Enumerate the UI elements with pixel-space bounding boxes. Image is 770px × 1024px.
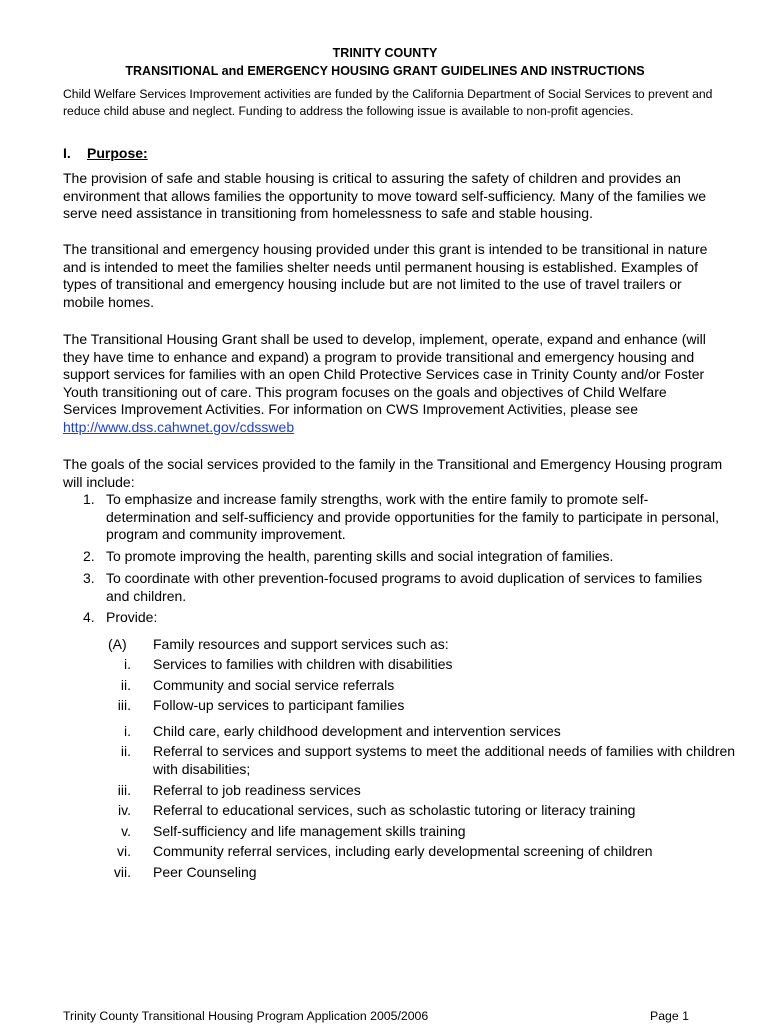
list-text: To emphasize and increase family strengths, work with the entire family to promote self-determination and self-sufficiency and provide opportunities for the family to participate in personal, program and community improvement. (106, 491, 719, 543)
sub-text: Community referral services, including early developmental screening of children (153, 843, 653, 859)
funding-intro: Child Welfare Services Improvement activities are funded by the California Department of Social Services to prevent and reduce child abuse and neglect. Funding to address the following issue is available to non-profit agencies. (63, 87, 713, 119)
sub-text: Follow-up services to participant families (153, 697, 405, 713)
section-label: Purpose: (87, 145, 148, 161)
sub-text: Peer Counseling (153, 864, 257, 880)
sub-text: Referral to job readiness services (153, 782, 361, 798)
sub-marker: iii. (117, 697, 131, 713)
list-number: 4. (83, 609, 95, 625)
purpose-paragraph-3 (63, 331, 723, 437)
footer-title: Trinity County Transitional Housing Program Application 2005/2006 (63, 1009, 429, 1023)
sub-marker: i. (124, 723, 131, 739)
goals-intro-paragraph: The goals of the social services provided to the family in the Transitional and Emergency Housing program will include: (63, 456, 723, 490)
document-title: TRANSITIONAL and EMERGENCY HOUSING GRANT GUIDELINES AND INSTRUCTIONS (125, 64, 645, 78)
paragraph-3-text: The Transitional Housing Grant shall be used to develop, implement, operate, expand and enhance (will they have time to enhance and expand) a program to provide transitional and emergency housing and support services for families with an open Child Protective Services case in Trinity County and/or Foster Youth transitioning out of care. This program focuses on the goals and objectives of Child Welfare Services Improvement Activities. For information on CWS Improvement Activities, please see (63, 331, 706, 418)
sub-text: Child care, early childhood development and intervention services (153, 723, 561, 739)
sub-text: Services to families with children with disabilities (153, 656, 453, 672)
sub-marker: ii. (120, 743, 131, 759)
cws-link[interactable]: http://www.dss.cahwnet.gov/cdssweb (63, 418, 295, 435)
sub-text: Referral to educational services, such as scholastic tutoring or literacy training (153, 802, 636, 818)
sub-marker: v. (121, 823, 131, 839)
sub-text: Community and social service referrals (153, 677, 395, 693)
list-number: 3. (83, 570, 95, 586)
list-number: 2. (83, 548, 95, 564)
list-number: 1. (83, 491, 95, 507)
sub-marker: vi. (117, 843, 131, 859)
sub-text: Self-sufficiency and life management skills training (153, 823, 466, 839)
list-text: To coordinate with other prevention-focused programs to avoid duplication of services to families and children. (106, 570, 703, 604)
sub-text: Family resources and support services such as: (153, 636, 449, 652)
county-title: TRINITY COUNTY (332, 46, 438, 60)
purpose-paragraph-1: The provision of safe and stable housing is critical to assuring the safety of children and provides an environment that allows families the opportunity to move toward self-sufficiency. Many of the families we serve need assistance in transitioning from homelessness to safe and stable housing. (63, 170, 706, 222)
list-text: Provide: (106, 609, 158, 625)
sub-marker: (A) (108, 636, 127, 652)
sub-marker: i. (124, 656, 131, 672)
section-number: I. (63, 145, 71, 161)
purpose-paragraph-2: The transitional and emergency housing provided under this grant is intended to be transitional in nature and is intended to meet the families shelter needs until permanent housing is established. Examples of types of transitional and emergency housing include but are not limited to the use of travel trailers or mobile homes. (63, 241, 708, 310)
section-heading-purpose (63, 145, 148, 161)
page-number: Page 1 (650, 1009, 689, 1023)
list-text: To promote improving the health, parenting skills and social integration of families. (106, 548, 614, 564)
sub-marker: iii. (117, 782, 131, 798)
sub-marker: iv. (118, 802, 131, 818)
sub-text: Referral to services and support systems to meet the additional needs of families with children with disabilities; (153, 743, 736, 777)
sub-marker: ii. (120, 677, 131, 693)
sub-marker: vii. (113, 864, 131, 880)
